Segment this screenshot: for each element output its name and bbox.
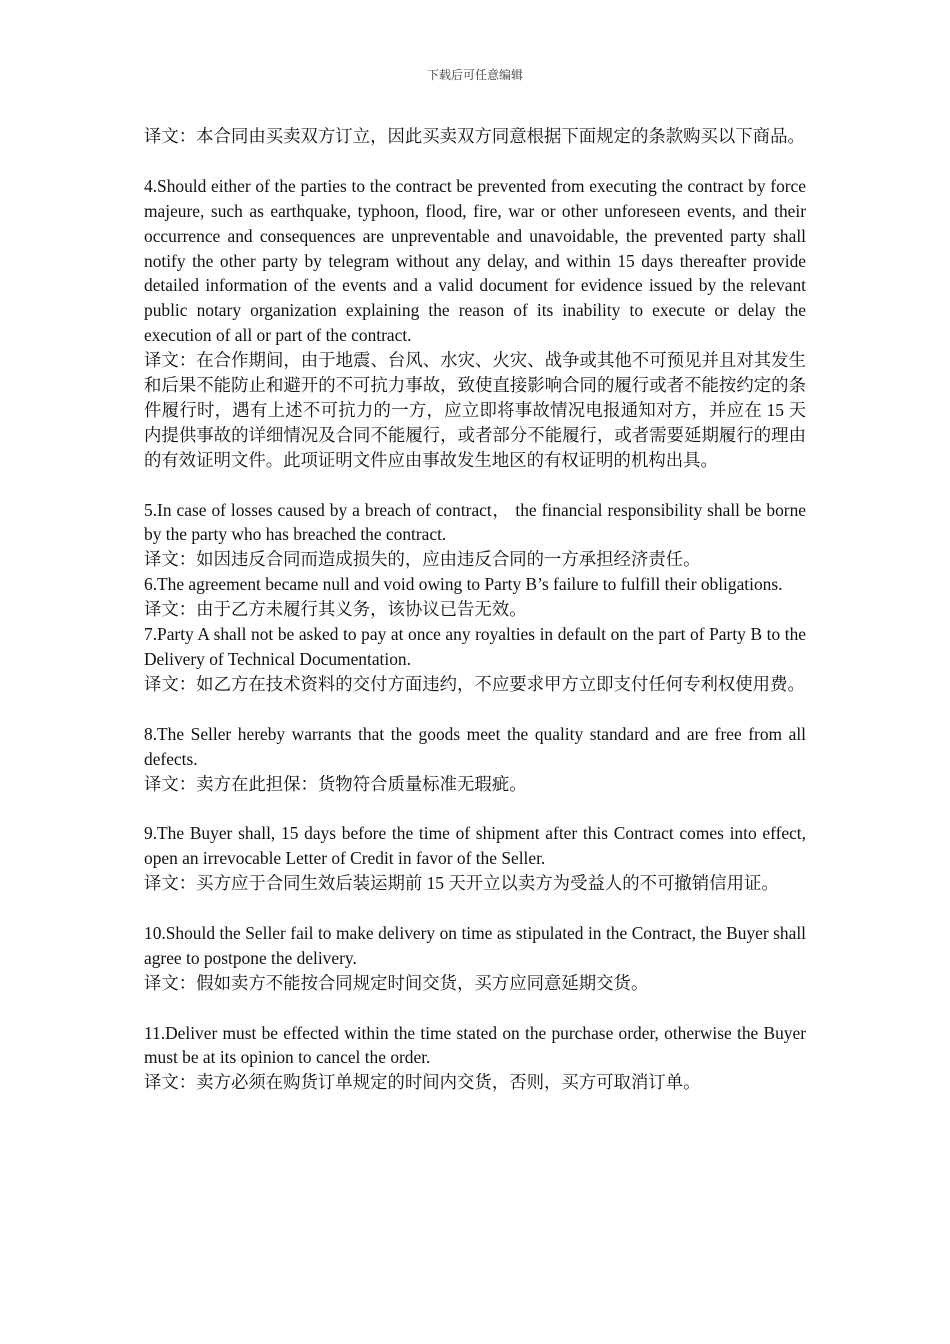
paragraph: 译文：如因违反合同而造成损失的，应由违反合同的一方承担经济责任。 bbox=[144, 549, 701, 570]
paragraph: 译文：在合作期间，由于地震、台风、水灾、火灾、战争或其他不可预见并且对其发生和后果不能防止和避开的不可抗力事故，致使直接影响合同的履行或者不能按约定的条件履行时，遇有上述不可抗力的一方，应立即将事故情况电报通知对方，并应在 15 天内提供事故的详细情况及合同不能履行，或者部分不能履行，或者需要延期履行的理由的有效证明文件。此项证明文件应由事故发生地区的有权证明的机构出具。 bbox=[144, 350, 806, 470]
paragraph: 10.Should the Seller fail to make delivery on time as stipulated in the Contract, the Buyer shall agree to postpone the delivery. bbox=[144, 922, 806, 968]
paragraph: 11.Deliver must be effected within the time stated on the purchase order, otherwise the Buyer must be at its opinion to cancel the order. bbox=[144, 1022, 806, 1068]
document-body bbox=[144, 124, 806, 1095]
paragraph: 译文：如乙方在技术资料的交付方面违约，不应要求甲方立即支付任何专利权使用费。 bbox=[144, 673, 805, 694]
paragraph: 9.The Buyer shall, 15 days before the time of shipment after this Contract comes into effect, open an irrevocable Letter of Credit in favor of the Seller. bbox=[144, 823, 806, 869]
paragraph: 7.Party A shall not be asked to pay at once any royalties in default on the part of Party B to the Delivery of Technical Documentation. bbox=[144, 624, 806, 669]
paragraph: 6.The agreement became null and void owing to Party B’s failure to fulfill their obligations. bbox=[144, 574, 783, 595]
paragraph: 译文：卖方必须在购货订单规定的时间内交货，否则，买方可取消订单。 bbox=[144, 1072, 701, 1093]
paragraph: 4.Should either of the parties to the contract be prevented from executing the contract by force majeure, such as earthquake, typhoon, flood, fire, war or other unforeseen events, and their occurrence and consequences are unpreventable and unavoidable, the prevented party shall notify the other party by telegram without any delay, and within 15 days thereafter provide detailed information of the events and a valid document for evidence issued by the relevant public notary organization explaining the reason of its inability to execute or delay the execution of all or part of the contract. bbox=[144, 175, 806, 346]
paragraph: 译文：由于乙方未履行其义务，该协议已告无效。 bbox=[144, 599, 527, 620]
paragraph: 5.In case of losses caused by a breach of contract， the financial responsibility shall be borne by the party who has breached the contract. bbox=[144, 499, 806, 545]
paragraph: 译文：本合同由买卖双方订立，因此买卖双方同意根据下面规定的条款购买以下商品。 bbox=[144, 126, 805, 146]
paragraph: 译文：假如卖方不能按合同规定时间交货，买方应同意延期交货。 bbox=[144, 972, 649, 993]
paragraph: 译文：卖方在此担保：货物符合质量标准无瑕疵。 bbox=[144, 773, 527, 794]
paragraph: 译文：买方应于合同生效后装运期前 15 天开立以卖方为受益人的不可撤销信用证。 bbox=[144, 873, 779, 894]
page-header: 下载后可任意编辑 bbox=[426, 68, 523, 82]
paragraph: 8.The Seller hereby warrants that the goods meet the quality standard and are free from all defects. bbox=[144, 723, 806, 769]
